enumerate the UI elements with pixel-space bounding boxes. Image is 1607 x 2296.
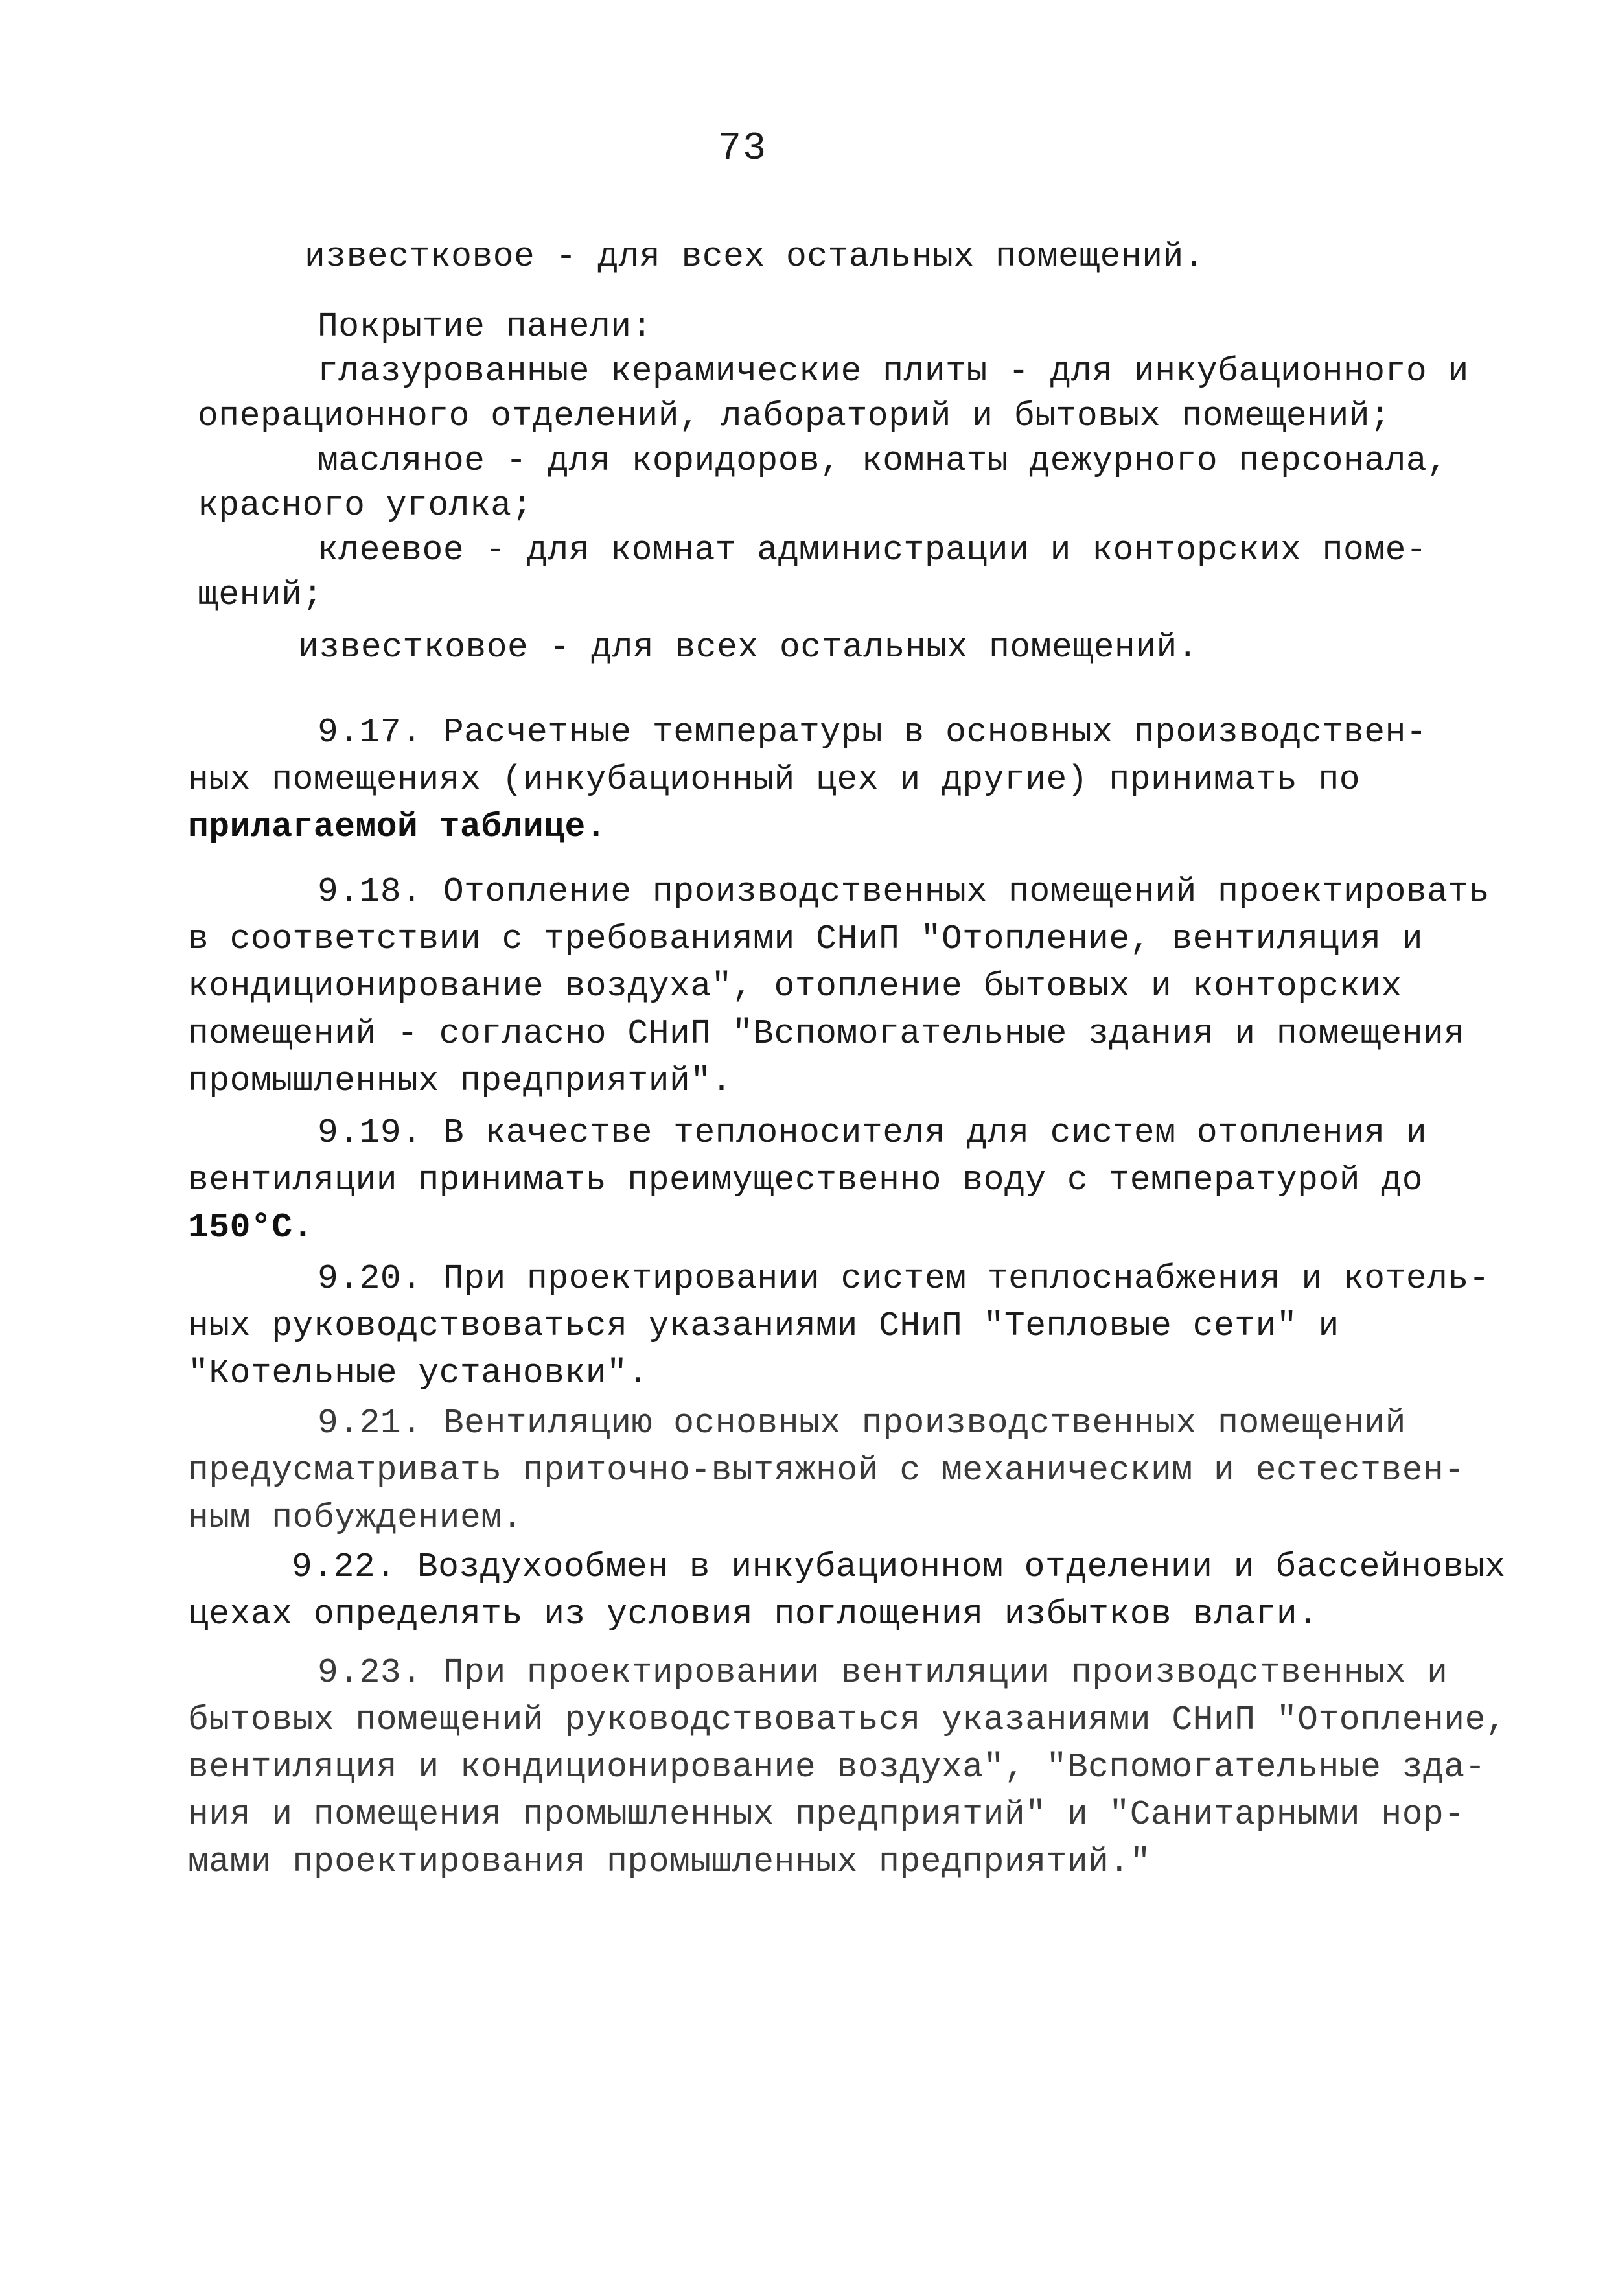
text-line: 9.19. В качестве теплоносителя для систем отопления и [318,1113,1428,1152]
text-line: щений; [198,575,323,614]
text-line: 9.18. Отопление производственных помещений проектировать [318,872,1490,911]
text-line: 150°С. [188,1208,314,1247]
text-line: 9.23. При проектировании вентиляции производственных и [318,1653,1448,1692]
page-number: 73 [718,127,768,171]
text-line: Покрытие панели: [318,307,653,346]
text-line: 9.21. Вентиляцию основных производственных помещений [318,1404,1406,1443]
text-line: ных руководствоваться указаниями СНиП "Тепловые сети" и [188,1306,1339,1345]
text-line: 9.20. При проектировании систем теплоснабжения и котель- [318,1259,1490,1298]
text-line: вентиляции принимать преимущественно воду с температурой до [188,1161,1424,1200]
text-line: операционного отделений, лабораторий и бытовых помещений; [198,397,1391,435]
text-line: красного уголка; [198,486,533,525]
text-line: кондиционирование воздуха", отопление бытовых и конторских [188,967,1402,1006]
text-line: известковое - для всех остальных помещений. [298,628,1199,667]
text-line: вентиляция и кондиционирование воздуха", "Вспомогательные зда- [188,1748,1486,1787]
text-line: глазурованные керамические плиты - для инкубационного и [318,352,1469,391]
text-line: 9.22. Воздухообмен в инкубационном отделении и бассейновых [292,1548,1506,1586]
text-line: предусматривать приточно-вытяжной с механическим и естествен- [188,1451,1465,1490]
text-line: известковое - для всех остальных помещений. [305,237,1205,276]
text-line: в соответствии с требованиями СНиП "Отопление, вентиляция и [188,920,1424,958]
text-line: мами проектирования промышленных предприятий." [188,1842,1151,1881]
text-line: ным побуждением. [188,1498,523,1537]
text-line: бытовых помещений руководствоваться указаниями СНиП "Отопление, [188,1700,1507,1739]
text-line: масляное - для коридоров, комнаты дежурного персонала, [318,441,1448,480]
text-line: клеевое - для комнат администрации и конторских поме- [318,531,1428,570]
text-line: прилагаемой таблице. [188,807,607,846]
text-line: "Котельные установки". [188,1354,649,1393]
text-line: 9.17. Расчетные температуры в основных производствен- [318,713,1428,752]
text-line: помещений - согласно СНиП "Вспомогательные здания и помещения [188,1014,1465,1053]
text-line: промышленных предприятий". [188,1061,732,1100]
text-line: ных помещениях (инкубационный цех и другие) принимать по [188,760,1361,799]
text-line: цехах определять из условия поглощения избытков влаги. [188,1595,1319,1634]
text-line: ния и помещения промышленных предприятий" и "Санитарными нор- [188,1795,1465,1834]
